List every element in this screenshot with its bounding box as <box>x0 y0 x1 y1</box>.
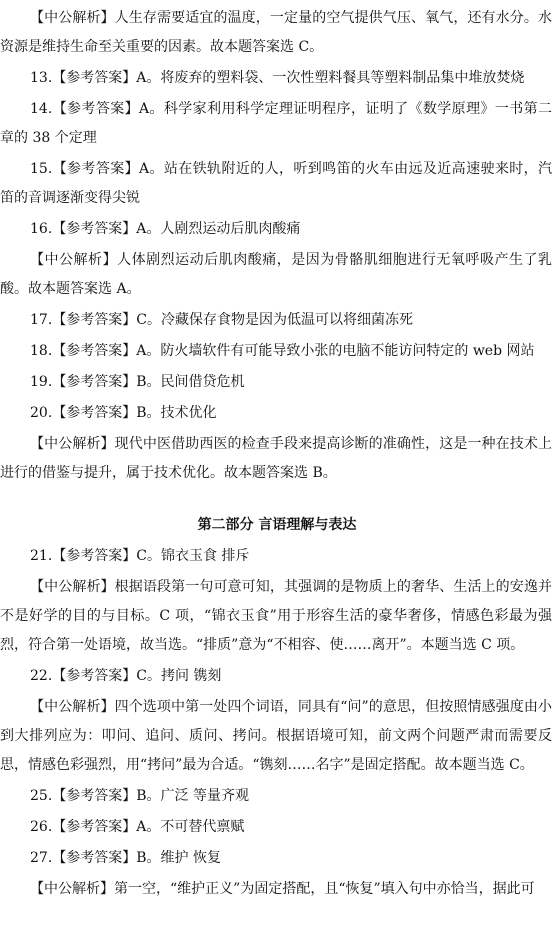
analysis-tag: 【中公解析】 <box>30 579 115 595</box>
answer-number: 20. <box>30 405 53 421</box>
answer-text: A。防火墙软件有可能导致小张的电脑不能访问特定的 web 网站 <box>136 343 535 359</box>
answer-line <box>0 64 554 93</box>
answer-text: B。维护 恢复 <box>136 850 222 866</box>
answer-number: 21. <box>30 548 53 564</box>
answer-tag: 【参考答案】 <box>52 850 137 866</box>
answer-tag: 【参考答案】 <box>52 819 137 835</box>
analysis-text: 根据语段第一句可意可知，其强调的是物质上的奢华、生活上的安逸并不是好学的目的与目标。C 项，“锦衣玉食”用于形容生活的豪华奢侈，情感色彩最为强烈，符合第一处语境，故当选。“排质”意为“不相容、使……离开”。本题当选 C 项。 <box>0 579 553 653</box>
answer-tag: 【参考答案】 <box>52 374 137 390</box>
answer-number: 14. <box>30 101 53 117</box>
answer-number: 27. <box>30 850 53 866</box>
answer-text: A。科学家利用科学定理证明程序，证明了《数学原理》一书第二章的 38 个定理 <box>0 101 553 146</box>
answer-tag: 【参考答案】 <box>52 668 137 684</box>
answer-number: 16. <box>30 221 53 237</box>
answer-number: 19. <box>30 374 53 390</box>
section-title: 第二部分 言语理解与表达 <box>197 517 357 533</box>
answer-line <box>0 542 554 571</box>
answer-text: B。民间借贷危机 <box>136 374 245 390</box>
answer-number: 25. <box>30 788 53 804</box>
answer-line <box>0 782 554 811</box>
answer-tag: 【参考答案】 <box>52 101 139 117</box>
answer-line <box>0 399 554 428</box>
answer-number: 15. <box>30 161 53 177</box>
answer-line <box>0 368 554 397</box>
analysis-text: 人体剧烈运动后肌肉酸痛，是因为骨骼肌细胞进行无氧呼吸产生了乳酸。故本题答案选 A。 <box>0 252 553 297</box>
answer-line <box>0 844 554 873</box>
answer-text: A。将废弃的塑料袋、一次性塑料餐具等塑料制品集中堆放焚烧 <box>136 70 525 86</box>
analysis-text: 第一空，“维护正义”为固定搭配，且“恢复”填入句中亦恰当，据此可 <box>114 881 535 897</box>
answer-text: C。冷藏保存食物是因为低温可以将细菌冻死 <box>136 312 413 328</box>
answer-number: 13. <box>30 70 53 86</box>
analysis-tag: 【中公解析】 <box>30 699 115 715</box>
answer-line <box>0 95 554 153</box>
answer-text: C。锦衣玉食 排斥 <box>136 548 250 564</box>
answer-text: A。站在铁轨附近的人，听到鸣笛的火车由远及近高速驶来时，汽笛的音调逐渐变得尖锐 <box>0 161 553 206</box>
analysis-text: 四个选项中第一处四个词语，同具有“问”的意思，但按照情感强度由小到大排列应为：叩问、追问、质问、拷问。根据语境可知，前文两个问题严肃而需要反思，情感色彩强烈，用“拷问”最为合适。“镌刻……名字”是固定搭配。故本题当选 C。 <box>0 699 552 773</box>
answer-text: A。不可替代禀赋 <box>136 819 245 835</box>
answer-tag: 【参考答案】 <box>52 548 137 564</box>
answer-line <box>0 215 554 244</box>
analysis-tag: 【中公解析】 <box>30 436 115 452</box>
analysis-paragraph <box>0 875 554 904</box>
analysis-paragraph <box>0 246 554 304</box>
analysis-paragraph <box>0 430 554 488</box>
answer-line <box>0 155 554 213</box>
answer-number: 18. <box>30 343 53 359</box>
answer-tag: 【参考答案】 <box>52 343 137 359</box>
answer-tag: 【参考答案】 <box>52 312 137 328</box>
answer-line <box>0 306 554 335</box>
analysis-paragraph <box>0 693 554 780</box>
analysis-tag: 【中公解析】 <box>30 252 118 268</box>
analysis-paragraph <box>0 573 554 660</box>
answer-line <box>0 813 554 842</box>
answer-tag: 【参考答案】 <box>52 161 139 177</box>
answer-text: B。技术优化 <box>136 405 217 421</box>
answer-text: A。人剧烈运动后肌肉酸痛 <box>136 221 301 237</box>
answer-number: 26. <box>30 819 53 835</box>
answer-tag: 【参考答案】 <box>52 788 137 804</box>
answer-line <box>0 662 554 691</box>
answer-text: C。拷问 镌刻 <box>136 668 222 684</box>
answer-text: B。广泛 等量齐观 <box>136 788 250 804</box>
analysis-paragraph <box>0 4 554 62</box>
answer-tag: 【参考答案】 <box>52 221 137 237</box>
answer-number: 17. <box>30 312 53 328</box>
analysis-tag: 【中公解析】 <box>30 881 114 897</box>
analysis-text: 现代中医借助西医的检查手段来提高诊断的准确性，这是一种在技术上进行的借鉴与提升，属于技术优化。故本题答案选 B。 <box>0 436 553 481</box>
answer-number: 22. <box>30 668 53 684</box>
answer-line <box>0 337 554 366</box>
answer-tag: 【参考答案】 <box>52 405 137 421</box>
analysis-text: 人生存需要适宜的温度，一定量的空气提供气压、氧气，还有水分。水资源是维持生命至关重要的因素。故本题答案选 C。 <box>0 10 553 55</box>
analysis-tag: 【中公解析】 <box>30 10 115 26</box>
answer-tag: 【参考答案】 <box>52 70 137 86</box>
